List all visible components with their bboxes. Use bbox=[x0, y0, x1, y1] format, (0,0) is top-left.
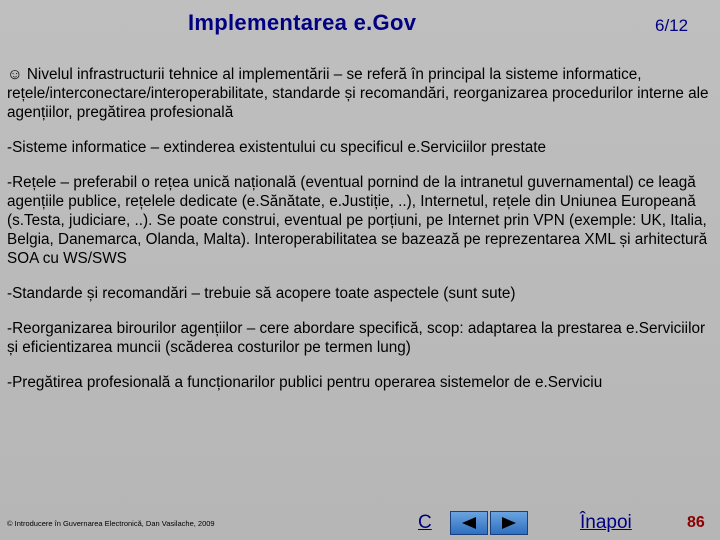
prev-slide-button[interactable] bbox=[450, 511, 488, 535]
next-slide-button[interactable] bbox=[490, 511, 528, 535]
retele-paragraph: -Rețele – preferabil o rețea unică națională (eventual pornind de la intranetul guvernamental) ce leagă agențiile publice, rețelele dedicate (e.Sănătate, e.Justiție, ..), Internetul, rețele din Uniunea Europeană (s.Testa, judiciare, ..). Se poate construi, eventual pe porțiuni, pe Internet prin VPN (exemple: UK, Italia, Belgia, Danemarca, Olanda, Malta). Interoperabilitatea se bazează pe reprezentarea XML și arhitectură SOA cu WS/SWS bbox=[7, 174, 708, 267]
sisteme-paragraph: -Sisteme informatice – extinderea existentului cu specificul e.Serviciilor prestate bbox=[7, 139, 547, 156]
slide-number: 86 bbox=[687, 514, 705, 531]
triangle-left-icon bbox=[458, 515, 480, 531]
footer-credit: © Introducere în Guvernarea Electronică, Dan Vasilache, 2009 bbox=[7, 519, 215, 528]
intro-paragraph: ☺ Nivelul infrastructurii tehnice al implementării – se referă în principal la sisteme informatice, rețele/interconectare/interoperabilitate, standarde și recomandări, reorganizarea procedurilor interne ale agențiilor, pregătirea profesională bbox=[7, 66, 709, 121]
slide-content bbox=[7, 65, 715, 392]
nav-c-link[interactable]: C bbox=[418, 512, 432, 533]
page-counter: 6/12 bbox=[655, 16, 689, 35]
back-link[interactable]: Înapoi bbox=[580, 512, 632, 533]
reorganizare-paragraph: -Reorganizarea birourilor agențiilor – cere abordare specifică, scop: adaptarea la prestarea e.Serviciilor și eficientizarea muncii (scăderea costurilor pe termen lung) bbox=[7, 320, 706, 356]
slide-title: Implementarea e.Gov bbox=[188, 10, 417, 35]
standarde-paragraph: -Standarde și recomandări – trebuie să acopere toate aspectele (sunt sute) bbox=[7, 285, 516, 302]
triangle-right-icon bbox=[498, 515, 520, 531]
pregatire-paragraph: -Pregătirea profesională a funcționarilor publici pentru operarea sistemelor de e.Serviciu bbox=[7, 374, 603, 391]
